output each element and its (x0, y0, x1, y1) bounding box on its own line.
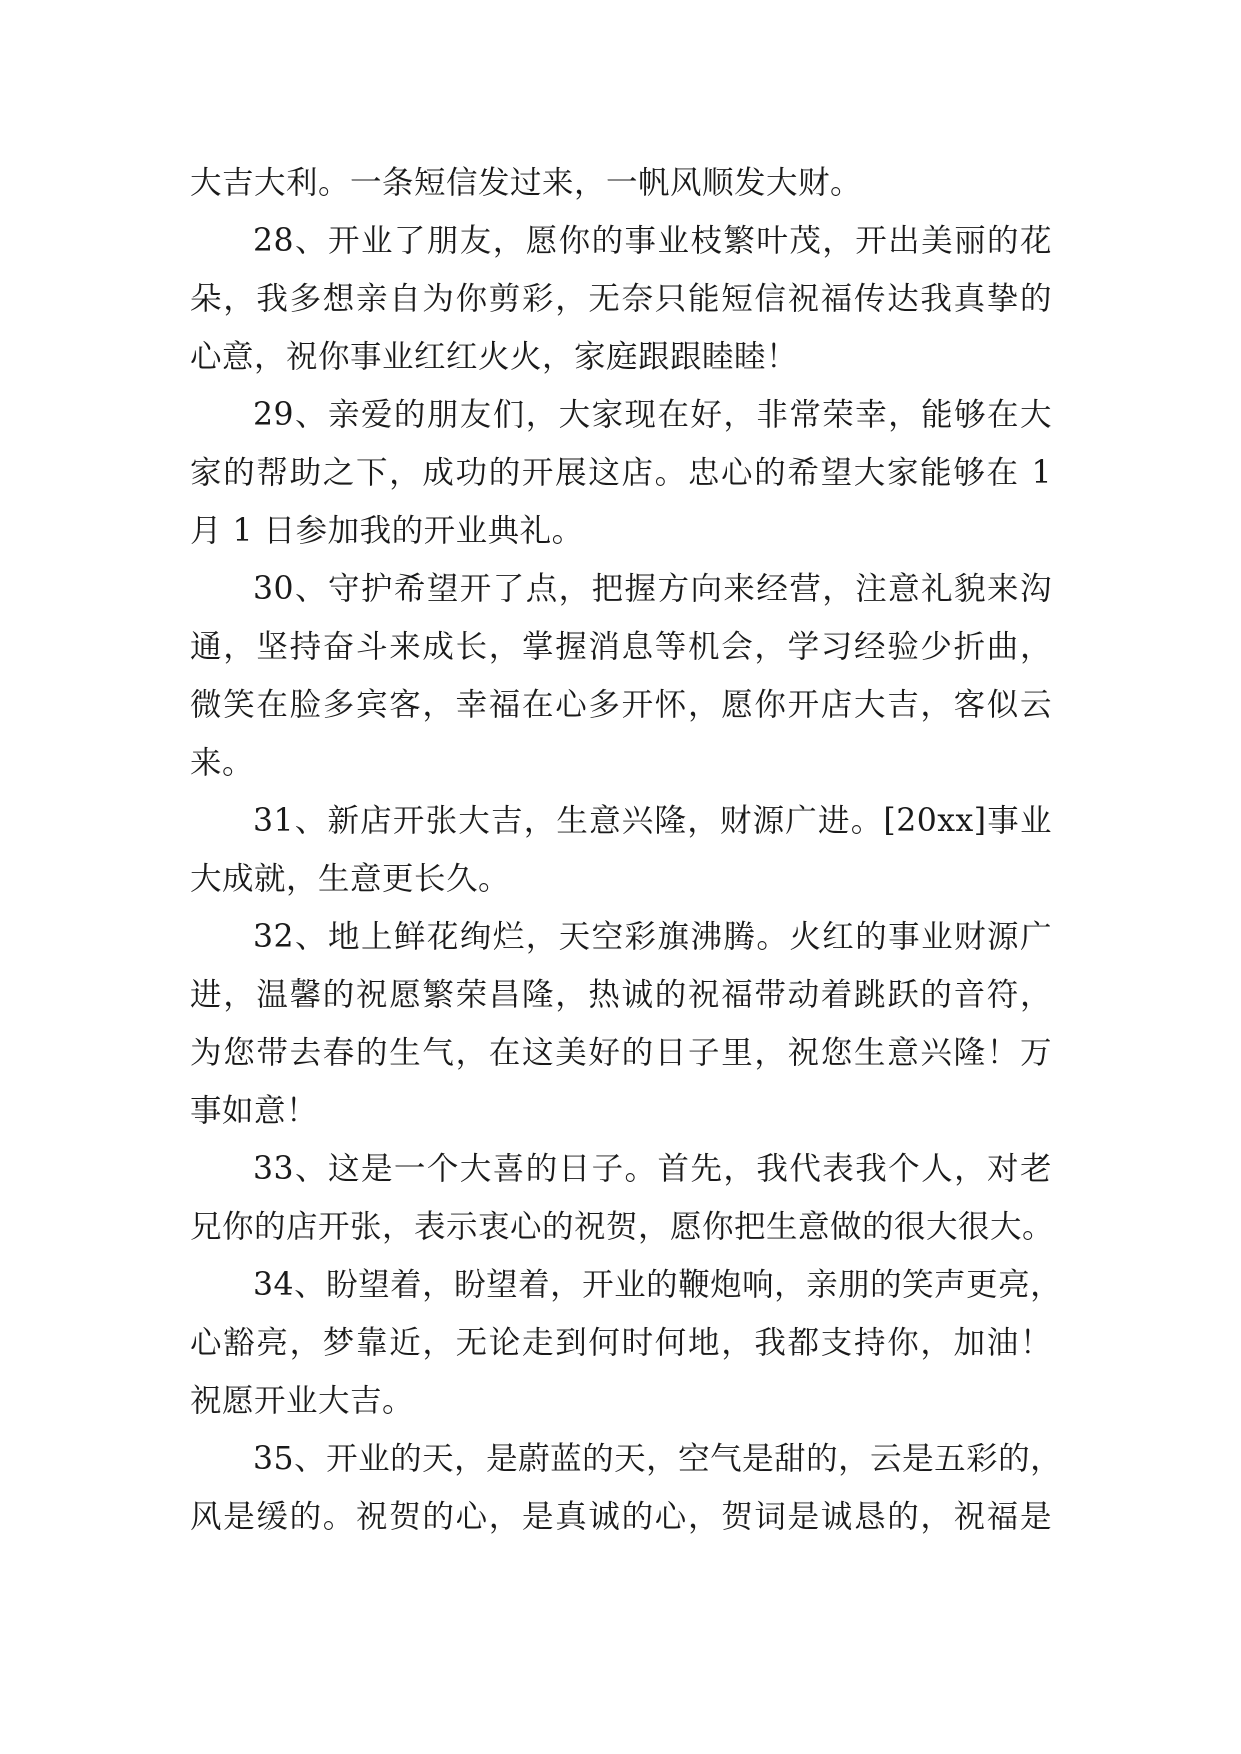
text-line: 31、新店开张大吉，生意兴隆，财源广进。[20xx]事业 (253, 803, 1052, 839)
document-page (190, 154, 1063, 1546)
text-line: 32、地上鲜花绚烂，天空彩旗沸腾。火红的事业财源广 (253, 919, 1052, 955)
text-line: 通，坚持奋斗来成长，掌握消息等机会，学习经验少折曲， (190, 629, 1052, 665)
text-line: 月 1 日参加我的开业典礼。 (190, 513, 584, 549)
text-line: 30、守护希望开了点，把握方向来经营，注意礼貌来沟 (253, 571, 1052, 607)
text-line: 33、这是一个大喜的日子。首先，我代表我个人，对老 (253, 1151, 1052, 1187)
text-line: 34、盼望着，盼望着，开业的鞭炮响，亲朋的笑声更亮， (253, 1267, 1063, 1303)
text-line: 兄你的店开张，表示衷心的祝贺，愿你把生意做的很大很大。 (190, 1209, 1055, 1245)
text-line: 心意，祝你事业红红火火，家庭跟跟睦睦！ (190, 339, 799, 375)
text-line: 事如意！ (190, 1093, 319, 1129)
text-line: 祝愿开业大吉。 (190, 1383, 415, 1419)
text-line: 大成就，生意更长久。 (190, 861, 511, 897)
text-line: 风是缓的。祝贺的心，是真诚的心，贺词是诚恳的，祝福是 (190, 1499, 1052, 1535)
text-line: 35、开业的天，是蔚蓝的天，空气是甜的，云是五彩的， (253, 1441, 1063, 1477)
text-line: 来。 (190, 745, 255, 781)
text-line: 为您带去春的生气，在这美好的日子里，祝您生意兴隆！万 (190, 1035, 1052, 1071)
text-line: 心豁亮，梦靠近，无论走到何时何地，我都支持你，加油！ (190, 1325, 1052, 1361)
text-line: 朵，我多想亲自为你剪彩，无奈只能短信祝福传达我真挚的 (190, 281, 1052, 317)
text-line: 28、开业了朋友，愿你的事业枝繁叶茂，开出美丽的花 (253, 223, 1052, 259)
text-line: 微笑在脸多宾客，幸福在心多开怀，愿你开店大吉，客似云 (190, 687, 1052, 723)
text-line: 家的帮助之下，成功的开展这店。忠心的希望大家能够在 1 (190, 455, 1052, 491)
text-line: 29、亲爱的朋友们，大家现在好，非常荣幸，能够在大 (253, 397, 1052, 433)
text-line: 进，温馨的祝愿繁荣昌隆，热诚的祝福带动着跳跃的音符， (190, 977, 1052, 1013)
text-line: 大吉大利。一条短信发过来，一帆风顺发大财。 (190, 165, 863, 201)
